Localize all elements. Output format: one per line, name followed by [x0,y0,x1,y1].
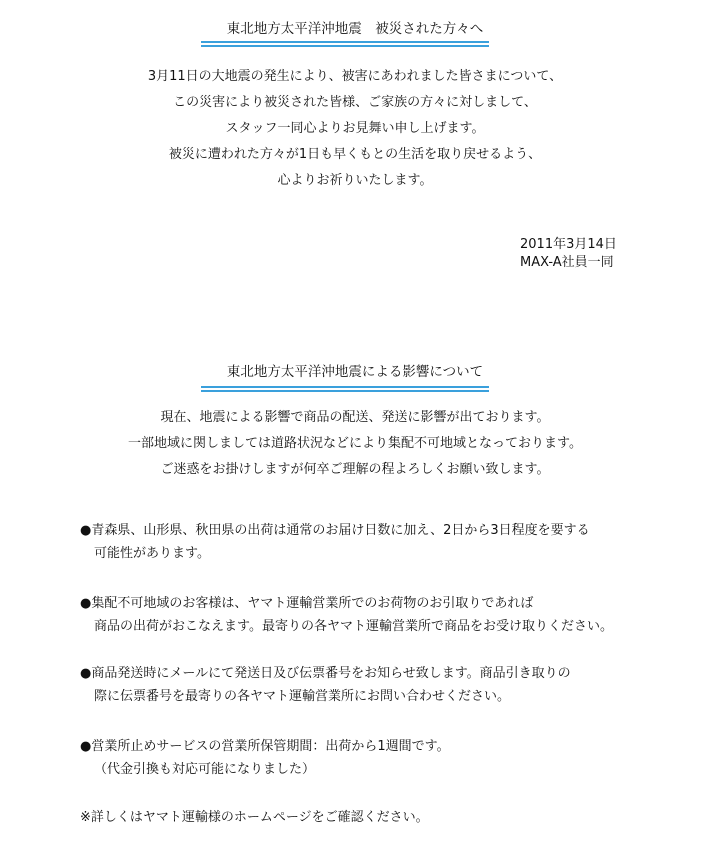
section1-heading-wrap [0,19,710,39]
notice-item [80,592,695,638]
section1-heading: 東北地方太平洋沖地震 被災された方々へ [226,21,484,37]
notice-line: ●青森県、山形県、秋田県の出荷は通常のお届け日数に加え、2日から3日程度を要する [80,523,590,538]
section2-heading-wrap [0,362,710,382]
message-line: 心よりお祈りいたします。 [277,173,433,188]
notice-item [80,735,695,781]
impact-line: ご迷惑をお掛けしますが何卒ご理解の程よろしくお願い致します。 [160,462,550,477]
message-line: 被災に遭われた方々が1日も早くもとの生活を取り戻せるよう、 [168,147,542,162]
signature-block [520,236,700,272]
section1-heading-rule [201,41,489,47]
message-line: 3月11日の大地震の発生により、被害にあわれました皆さまについて、 [147,69,563,84]
section2-heading-rule [201,386,489,392]
notice-line: （代金引換も対応可能になりました） [94,762,316,777]
notice-item [80,519,695,565]
section1-message [0,64,710,194]
impact-line: 現在、地震による影響で商品の配送、発送に影響が出ております。 [160,410,550,425]
signature-date: 2011年3月14日 [520,237,617,252]
notice-line: ●商品発送時にメールにて発送日及び伝票番号をお知らせ致します。商品引き取りの [80,666,571,681]
notice-line: ●集配不可地域のお客様は、ヤマト運輸営業所でのお荷物のお引取りであれば [80,596,534,611]
notice-line: 際に伝票番号を最寄りの各ヤマト運輸営業所にお問い合わせください。 [94,689,511,704]
section2-message [0,405,710,483]
footer-note: ※詳しくはヤマト運輸様のホームページをご確認ください。 [80,810,429,825]
notice-line: 商品の出荷がおこなえます。最寄りの各ヤマト運輸営業所で商品をお受け取りください。 [94,619,613,634]
message-line: スタッフ一同心よりお見舞い申し上げます。 [225,121,485,136]
notice-line: ●営業所止めサービスの営業所保管期間：出荷から1週間です。 [80,739,450,754]
notice-line: 可能性があります。 [94,546,210,561]
message-line: この災害により被災された皆様、ご家族の方々に対しまして、 [173,95,537,110]
signature-name: MAX-A社員一同 [520,255,614,270]
notice-item [80,662,695,708]
impact-line: 一部地域に関しましては道路状況などにより集配不可地域となっております。 [128,436,582,451]
section2-heading: 東北地方太平洋沖地震による影響について [226,364,484,380]
